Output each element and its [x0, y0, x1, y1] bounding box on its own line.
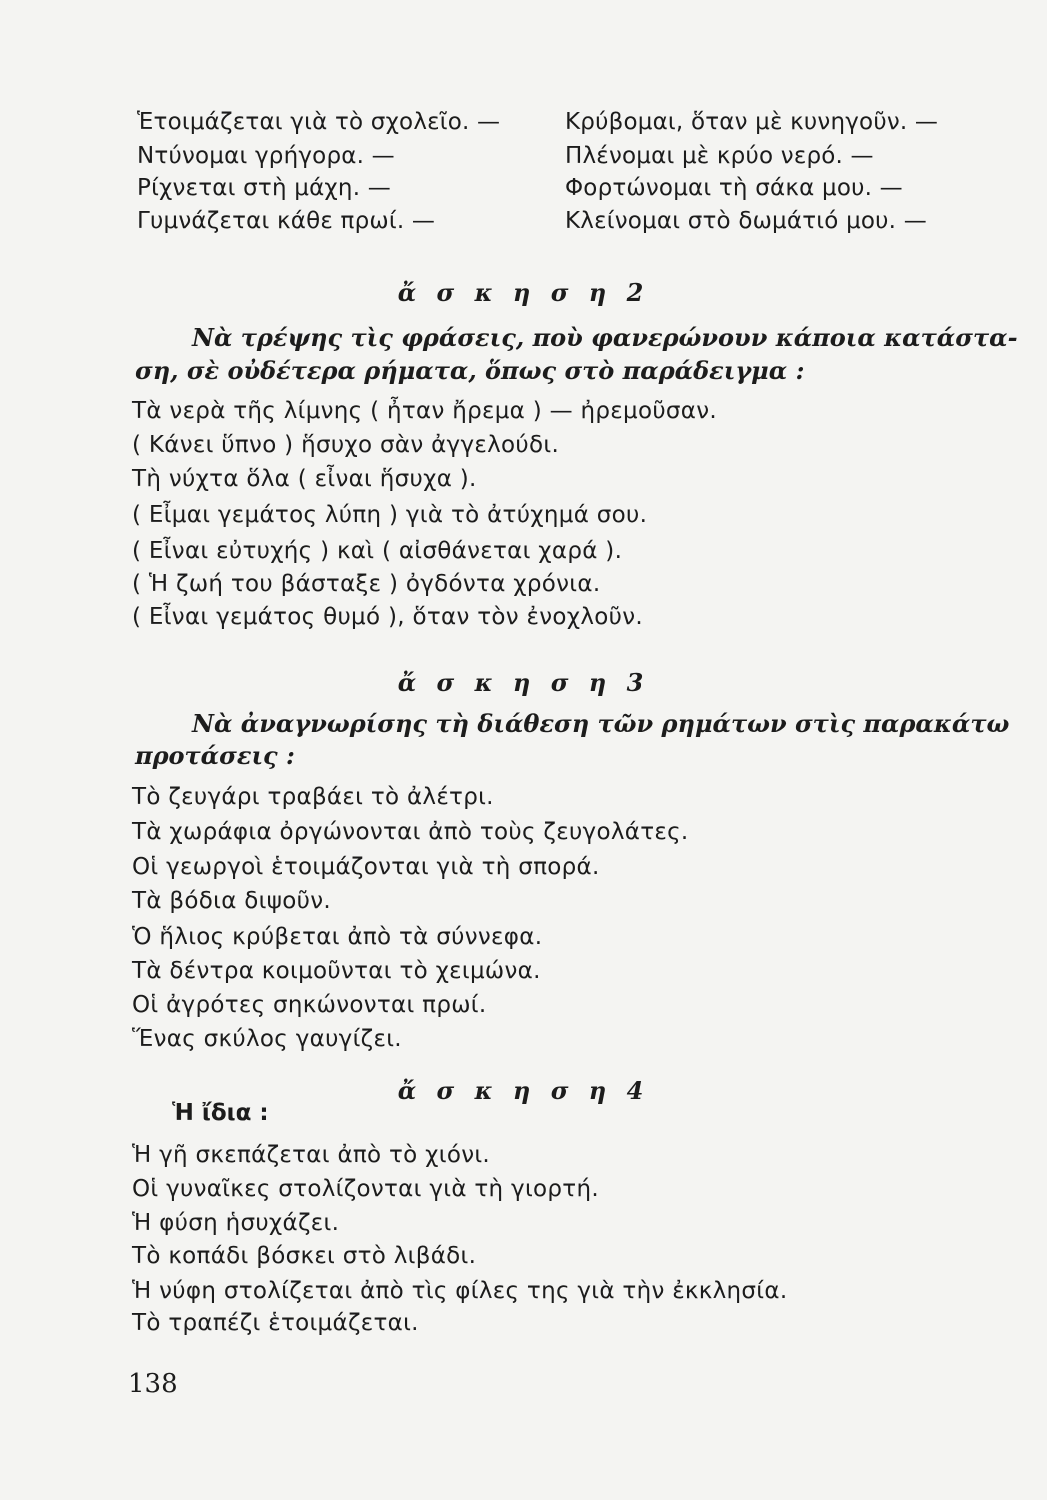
- exercise-line: Τὰ βόδια διψοῦν.: [132, 888, 331, 914]
- exercise-line: Τὸ κοπάδι βόσκει στὸ λιβάδι.: [132, 1243, 477, 1269]
- exercise-line: Ἕνας σκύλος γαυγίζει.: [132, 1026, 402, 1052]
- list-item: Ἑτοιμάζεται γιὰ τὸ σχολεῖο. —: [137, 109, 501, 135]
- exercise-line: ( Εἶναι εὐτυχής ) καὶ ( αἰσθάνεται χαρά ).: [132, 538, 623, 564]
- exercise-line: ( Εἶμαι γεμάτος λύπη ) γιὰ τὸ ἀτύχημά σου.: [132, 502, 648, 528]
- exercise-line: ( Κάνει ὕπνο ) ἥσυχο σὰν ἀγγελούδι.: [132, 432, 560, 458]
- list-item: Πλένομαι μὲ κρύο νερό. —: [565, 143, 874, 169]
- list-item: Κρύβομαι, ὅταν μὲ κυνηγοῦν. —: [565, 109, 939, 135]
- exercise-3-instruction: προτάσεις :: [135, 741, 295, 770]
- exercise-line: Τὰ νερὰ τῆς λίμνης ( ἦταν ἤρεμα ) — ἠρεμοῦσαν.: [132, 398, 718, 424]
- exercise-line: Οἱ γεωργοὶ ἑτοιμάζονται γιὰ τὴ σπορά.: [132, 854, 600, 880]
- exercise-line: Ἡ γῆ σκεπάζεται ἀπὸ τὸ χιόνι.: [132, 1142, 491, 1168]
- list-item: Ρίχνεται στὴ μάχη. —: [137, 175, 391, 201]
- page-number: 138: [128, 1369, 178, 1399]
- exercise-4-subheading: Ἡ ἴδια :: [172, 1100, 269, 1126]
- exercise-line: Τὸ ζευγάρι τραβάει τὸ ἀλέτρι.: [132, 784, 494, 810]
- exercise-line: ( Εἶναι γεμάτος θυμό ), ὅταν τὸν ἐνοχλοῦν.: [132, 604, 643, 630]
- exercise-line: Οἱ γυναῖκες στολίζονται γιὰ τὴ γιορτή.: [132, 1176, 599, 1202]
- exercise-line: Τὰ δέντρα κοιμοῦνται τὸ χειμώνα.: [132, 958, 541, 984]
- exercise-3-instruction: Νὰ ἀναγνωρίσης τὴ διάθεση τῶν ρημάτων στὶς παρακάτω: [192, 709, 1010, 738]
- exercise-line: Ἡ φύση ἡσυχάζει.: [132, 1210, 340, 1236]
- exercise-line: Τὸ τραπέζι ἑτοιμάζεται.: [132, 1310, 419, 1336]
- exercise-4-heading: ἄ σ κ η σ η 4: [397, 1076, 650, 1105]
- exercise-line: Οἱ ἀγρότες σηκώνονται πρωί.: [132, 992, 487, 1018]
- exercise-line: ( Ἡ ζωή του βάσταξε ) ὀγδόντα χρόνια.: [132, 571, 601, 597]
- list-item: Φορτώνομαι τὴ σάκα μου. —: [565, 175, 903, 201]
- list-item: Ντύνομαι γρήγορα. —: [137, 143, 395, 169]
- exercise-2-heading: ἄ σ κ η σ η 2: [397, 278, 650, 307]
- exercise-2-instruction: ση, σὲ οὐδέτερα ρήματα, ὅπως στὸ παράδειγμα :: [135, 356, 805, 385]
- exercise-line: Ἡ νύφη στολίζεται ἀπὸ τὶς φίλες της γιὰ τὴν ἐκκλησία.: [132, 1278, 788, 1304]
- exercise-line: Ὁ ἥλιος κρύβεται ἀπὸ τὰ σύννεφα.: [132, 924, 543, 950]
- exercise-2-instruction: Νὰ τρέψης τὶς φράσεις, ποὺ φανερώνουν κάποια κατάστα-: [192, 323, 1018, 352]
- exercise-3-heading: ἄ σ κ η σ η 3: [397, 668, 650, 697]
- list-item: Κλείνομαι στὸ δωμάτιό μου. —: [565, 208, 927, 234]
- exercise-line: Τὰ χωράφια ὀργώνονται ἀπὸ τοὺς ζευγολάτες.: [132, 819, 689, 845]
- list-item: Γυμνάζεται κάθε πρωί. —: [137, 208, 436, 234]
- exercise-line: Τὴ νύχτα ὅλα ( εἶναι ἥσυχα ).: [132, 466, 477, 492]
